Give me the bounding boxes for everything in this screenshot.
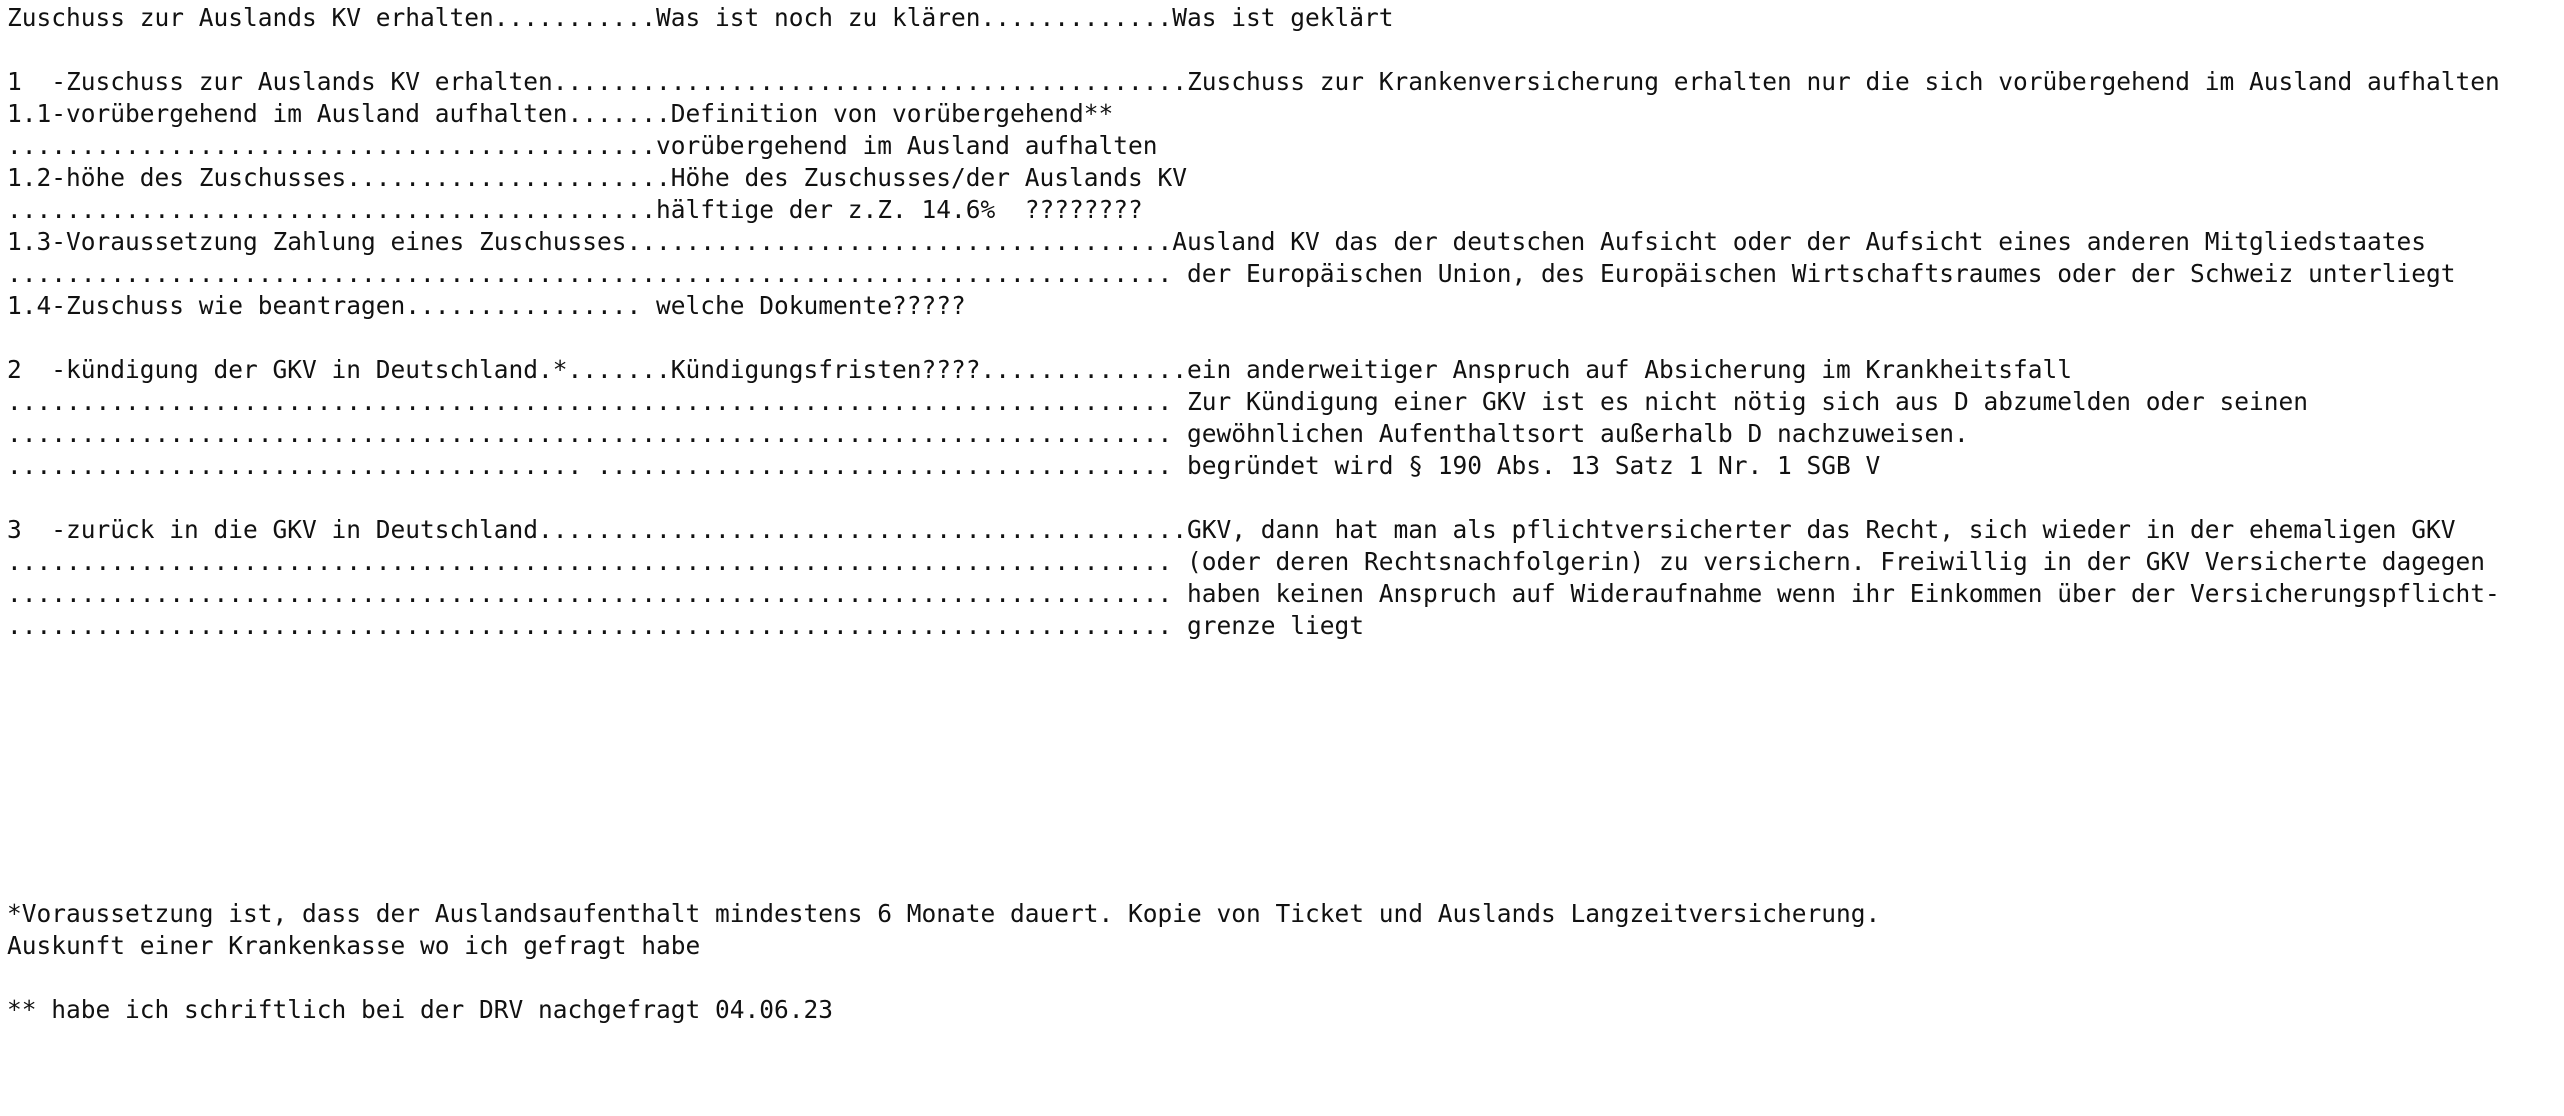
section-1-line: ............................................hälftige der z.Z. 14.6% ????????	[7, 195, 1143, 224]
section-1-line: 1.2-höhe des Zuschusses......................Höhe des Zuschusses/der Auslands KV	[7, 163, 1188, 192]
section-1-line: 1.1-vorübergehend im Ausland aufhalten.......Definition von vorübergehend**	[7, 99, 1114, 128]
blank-line	[7, 738, 2557, 770]
blank-line	[7, 834, 2557, 866]
section-1-line: ............................................................................... der Europäischen Union, des Europäischen Wirtschaftsraumes oder der Schweiz unterliegt	[7, 259, 2456, 288]
section-1-line: ............................................vorübergehend im Ausland aufhalten	[7, 131, 1158, 160]
blank-line	[7, 482, 2557, 514]
section-3-line: ............................................................................... haben keinen Anspruch auf Wideraufnahme wenn ihr Einkommen über der Versicherungspflicht-	[7, 579, 2500, 608]
blank-line	[7, 706, 2557, 738]
footnote-2: ** habe ich schriftlich bei der DRV nachgefragt 04.06.23	[7, 995, 834, 1024]
blank-line	[7, 866, 2557, 898]
blank-line	[7, 322, 2557, 354]
section-2-line: ............................................................................... gewöhnlichen Aufenthaltsort außerhalb D nachzuweisen.	[7, 419, 1969, 448]
blank-line	[7, 802, 2557, 834]
blank-line	[7, 770, 2557, 802]
footnote-1: *Voraussetzung ist, dass der Auslandsaufenthalt mindestens 6 Monate dauert. Kopie von Ticket und Auslands Langzeitversicherung.	[7, 899, 1881, 928]
section-2-title: 2 -kündigung der GKV in Deutschland.*.......Kündigungsfristen????..............ein anderweitiger Anspruch auf Absicherung im Krankheitsfall	[7, 355, 2073, 384]
section-1-line: 1.3-Voraussetzung Zahlung eines Zuschusses.....................................Ausland KV das der deutschen Aufsicht oder der Aufsicht eines anderen Mitgliedstaates	[7, 227, 2427, 256]
section-3-line: ............................................................................... (oder deren Rechtsnachfolgerin) zu versichern. Freiwillig in der GKV Versicherte dagegen	[7, 547, 2486, 576]
blank-line	[7, 34, 2557, 66]
section-3-line: ............................................................................... grenze liegt	[7, 611, 1365, 640]
footnote-1-source: Auskunft einer Krankenkasse wo ich gefragt habe	[7, 931, 701, 960]
section-1-title: 1 -Zuschuss zur Auslands KV erhalten...........................................Zuschuss zur Krankenversicherung erhalten nur die sich vorübergehend im Ausland aufhalten	[7, 67, 2500, 96]
section-2-line: ............................................................................... Zur Kündigung einer GKV ist es nicht nötig sich aus D abzumelden oder seinen	[7, 387, 2309, 416]
section-3-title: 3 -zurück in die GKV in Deutschland............................................GKV, dann hat man als pflichtversicherter das Recht, sich wieder in der ehemaligen GKV	[7, 515, 2456, 544]
blank-line	[7, 962, 2557, 994]
section-2-line: ....................................... ....................................... begründet wird § 190 Abs. 13 Satz 1 Nr. 1 SGB V	[7, 451, 1881, 480]
blank-line	[7, 642, 2557, 674]
blank-line	[7, 674, 2557, 706]
header-line: Zuschuss zur Auslands KV erhalten...........Was ist noch zu klären.............Was ist geklärt	[7, 3, 1394, 32]
section-1-line: 1.4-Zuschuss wie beantragen................ welche Dokumente?????	[7, 291, 966, 320]
document-body	[7, 2, 2557, 1026]
